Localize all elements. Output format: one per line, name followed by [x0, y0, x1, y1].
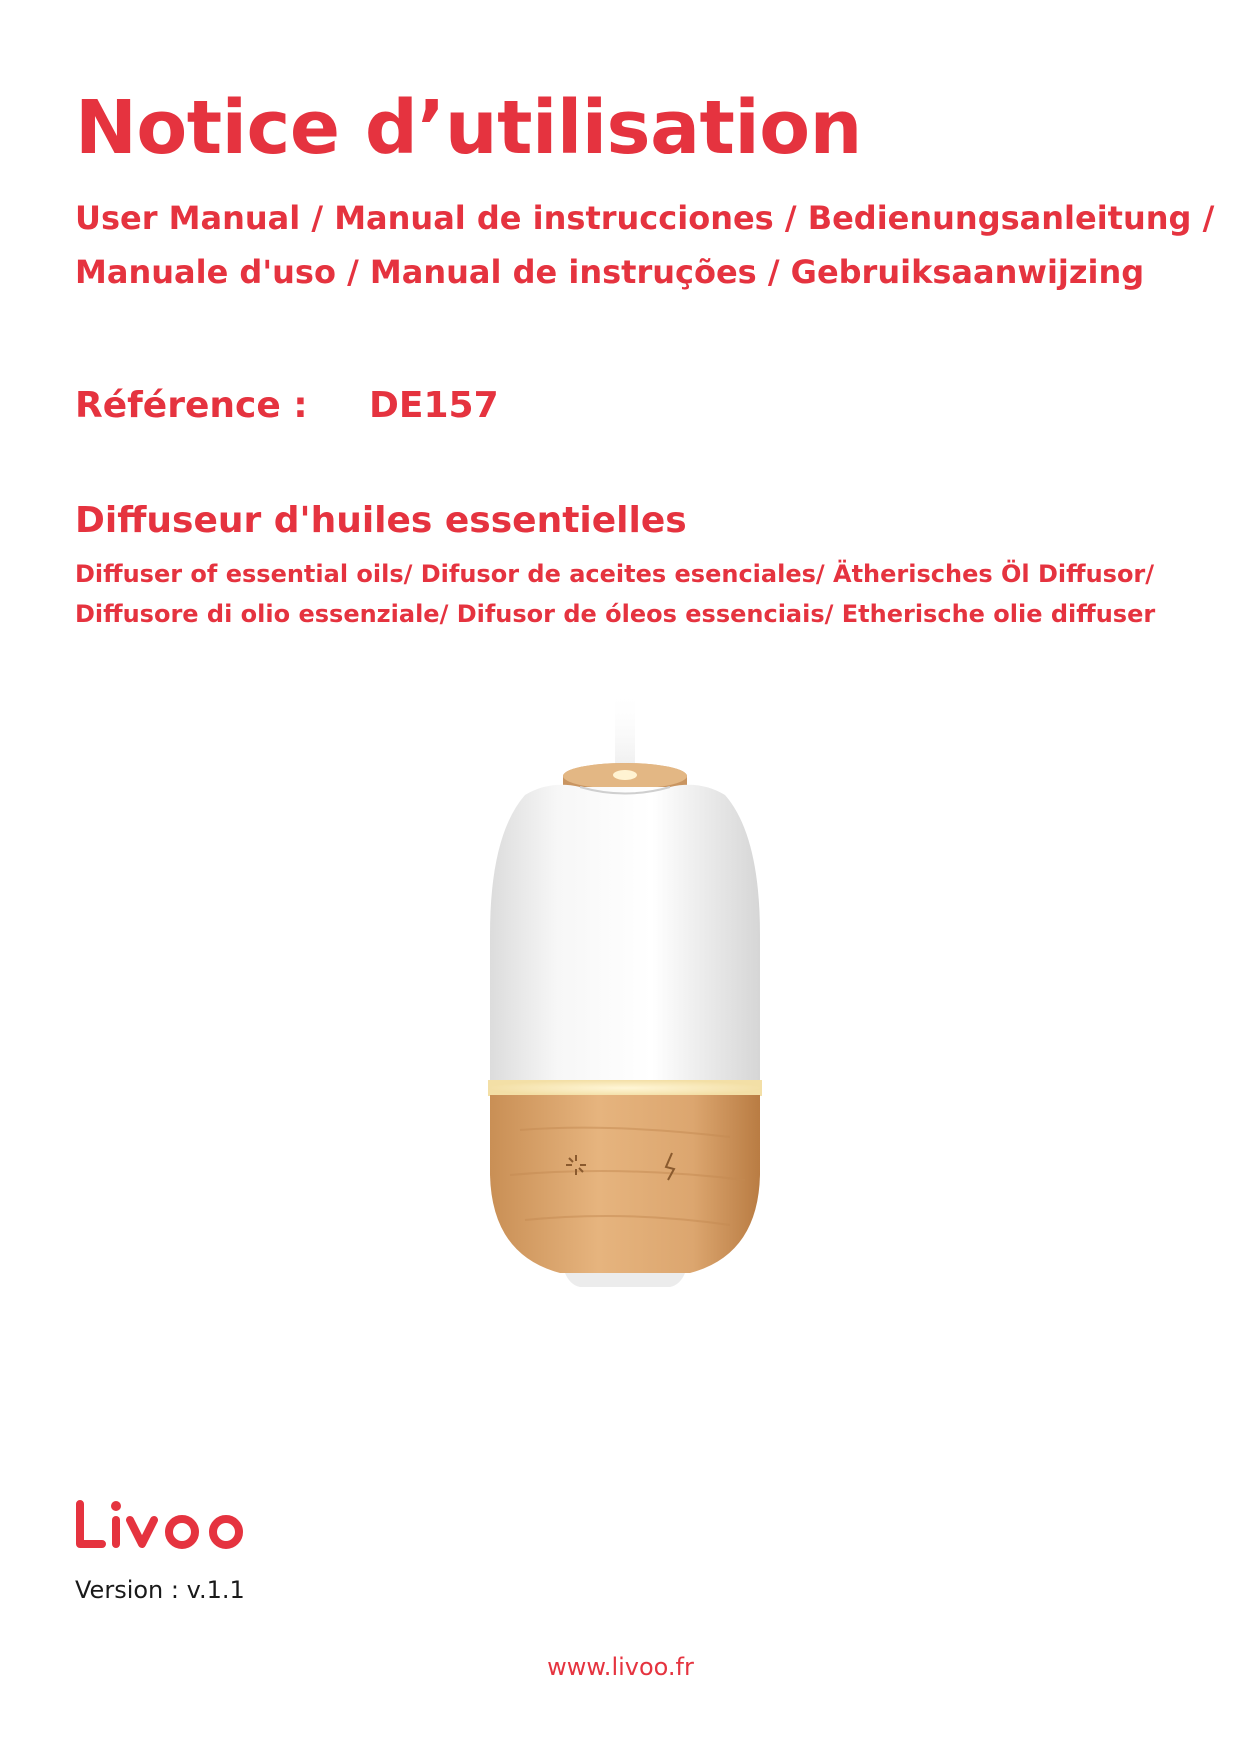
product-image — [430, 675, 820, 1305]
wooden-base — [490, 1095, 760, 1273]
product-translations-line2: Diffusore di olio essenziale/ Difusor de óleos essenciais/ Etherische olie diffuser — [75, 600, 1156, 628]
base-feet — [565, 1273, 685, 1287]
reference-label: Référence : — [75, 385, 308, 426]
livoo-logo — [72, 1490, 252, 1554]
diffuser-illustration — [430, 675, 820, 1305]
version-label: Version : v.1.1 — [75, 1576, 245, 1604]
website-link[interactable]: www.livoo.fr — [547, 1653, 694, 1681]
page-title: Notice d’utilisation — [75, 85, 862, 171]
light-ring — [488, 1080, 762, 1096]
manual-languages-line1: User Manual / Manual de instrucciones / Bedienungsanleitung / — [75, 199, 1215, 237]
ceramic-top — [490, 785, 760, 1085]
reference-value: DE157 — [369, 385, 499, 426]
product-title: Diffuseur d'huiles essentielles — [75, 500, 687, 541]
manual-languages-line2: Manuale d'uso / Manual de instruções / Gebruiksaanwijzing — [75, 253, 1145, 291]
product-translations-line1: Diffuser of essential oils/ Difusor de aceites esenciales/ Ätherisches Öl Diffusor/ — [75, 560, 1155, 588]
